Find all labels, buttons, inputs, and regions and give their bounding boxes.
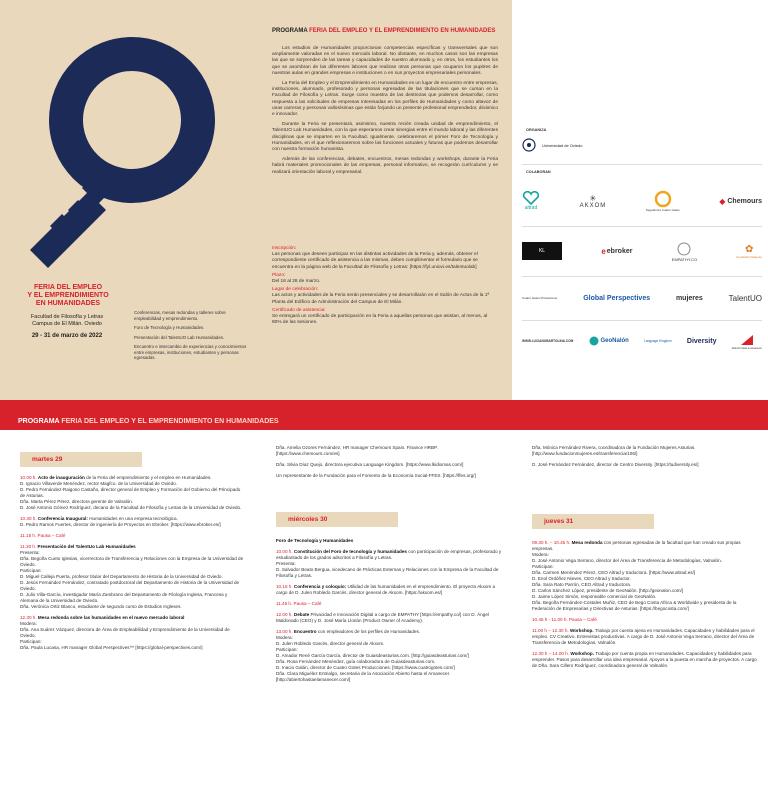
schedule-event <box>532 628 758 646</box>
event-line: D. José Antonio Vega Serrano, director del Área de Transferencia de Metodologías, Valnalón. <box>532 558 722 563</box>
event-line: D. Ignacio Villaverde Menéndez, rector Magfco. de la Universidad de Oviedo. <box>20 481 177 486</box>
program-title: FERIA DEL EMPLEO Y EL EMPRENDIMIENTO EN HUMANIDADES <box>309 28 496 34</box>
logo-talentuo <box>729 294 762 303</box>
info-deadline <box>272 273 498 285</box>
event-text: Privacidad e Innovación Digital a cargo de EMPATHY [https://empathy.co/] con D. Ángel Maldonado (CEO) y D. José María Llorián (Product Owner of Academy). <box>276 612 489 623</box>
event-line: Dña. Clara Miguélez Entrialgo, secretaria de la Asociación Abierto hasta el Amanecer. [http://abiertohastaelamanecer.com/] <box>276 671 451 682</box>
logo-text: Seguidores Cuatro Gatos <box>645 208 680 212</box>
info-text: Se entregará un certificado de participación en la Feria a aquellas personas que asistan, al menos, al 80% de las sesiones. <box>272 314 488 326</box>
schedule-line: Dña. Silvia Díaz Quejo, directora ejecutiva Language Kingdom. [https://www.lkidiomas.com/] <box>276 462 464 467</box>
event-text: Utilidad de las humanidades en el emprendimiento. El proyecto Akxom a cargo de D. Julen Robledo Garcés, director general de Akxom. [https://akxom.es/] <box>276 584 496 595</box>
cover-panel <box>0 0 256 400</box>
event-text: Trabajo por cuenta propia en Humanidades. Capacidades y habilidades para emprender. Pasos para desarrollar una idea empresarial. Apoyos a la puesta en marcha de proyectos. A cargo de Dña. Sara Cillero Rodríguez, coordinadora general de Valnalón. <box>532 651 757 668</box>
event-line: D. José Antonio Gómez Rodríguez, decano de la Facultad de Filosofía y Letras de la Universidad de Oviedo. <box>20 505 242 510</box>
logo-text: Fundación Mujeres <box>736 254 762 259</box>
info-label: Certificado de asistencia: <box>272 307 326 313</box>
event-time: 10.00 h. <box>20 475 37 480</box>
cover-item: Conferencias, mesas redondas y talleres sobre empleabilidad y emprendimiento. <box>134 310 226 321</box>
intro-text <box>272 46 498 180</box>
logo-geonalon <box>589 336 629 346</box>
banner-title <box>18 418 279 425</box>
program-label: PROGRAMA <box>272 28 308 34</box>
info-text: Las personas que deseen participar en las distintas actividades de la Feria y, además, obtener el correspondiente certificado de asistencia a las mismas, deben cumplimentar el formulario que se encuentra en la página web de la Facultad de Filosofía y Letras: [https://fyl.uniovi.es/talentuolab] <box>272 252 478 270</box>
schedule-event <box>276 584 502 596</box>
event-title: Constitución del Foro de tecnología y humanidades <box>293 549 407 554</box>
event-line: D. Pedro Fernández-Raigoso Castaño, director general de Empleo y Formación del Gobierno del Principado de Asturias. <box>20 487 241 498</box>
event-line: Dña. Marta Pérez Pérez, directora gerente de Valnalón. <box>20 499 134 504</box>
logo-row-2 <box>522 236 762 266</box>
intro-paragraph: Además de las conferencias, debates, encuentros, mesas redondas y workshops, durante la Feria habrá materiales promocionales de las empresas, personal informativo, se recogerán currículums y se realizará orientación laboral y empresarial. <box>272 157 498 175</box>
schedule-event <box>20 615 246 651</box>
event-time: 11.30 h. <box>20 544 37 549</box>
event-line: Dña. Begoña Cueto Iglesias, vicerrectora de Transferencia y Relaciones con la Empresa de la Universidad de Oviedo. <box>20 556 244 567</box>
event-line: Participan: <box>532 564 554 569</box>
organiza-label: ORGANIZA <box>526 128 547 132</box>
logo-text: TalentUO <box>728 293 762 303</box>
event-line: D. Julen Robledo Garcés, director general de Akxom. <box>276 641 385 646</box>
info-label: Inscripción: <box>272 246 297 251</box>
logo-empathy <box>672 241 697 262</box>
schedule-tuesday <box>20 475 246 656</box>
akxom-icon: ✳ <box>589 193 597 203</box>
event-line: D. Carlos Sánchez López, presidente de GeoNalón. [http://geonalon.com/] <box>532 588 684 593</box>
event-line: Dña. Verónica Ortiz Blanco, estudiante de segundo curso de Estudios Ingleses. <box>20 604 182 609</box>
logo-text: AKXOM <box>579 202 607 209</box>
schedule-line: Un representante de la Fundación para el Fomento de la Economía Social-FFES. [https://ffes.org/] <box>276 473 476 478</box>
logo-text: WWW.LUCIANOBARTOLINA.COM <box>522 339 574 343</box>
event-title: Conferencia Inaugural: <box>37 516 88 521</box>
divider <box>522 320 762 321</box>
chemours-icon: ◆ <box>719 196 726 206</box>
event-line: Presenta: <box>20 550 40 555</box>
key-icon <box>0 0 256 280</box>
schedule-tuesday-cont <box>276 445 502 484</box>
event-line: D. Jesús Fernández Fernández, contratado postdoctoral del Departamento de Historia de la Universidad de Oviedo. <box>20 580 240 591</box>
logo-text: mujeres <box>675 294 703 302</box>
pause-item: 10.45 h - 11.00 h. Pausa – Café <box>532 617 597 622</box>
intro-paragraph: La Feria del Empleo y el Emprendimiento en Humanidades es un lugar de encuentro entre empresas, instituciones, alumnado, profesorado y personas egresadas de las titulaciones que se cursan en la Facultad de Filosofía y Letras. Surge como muestra de las destrezas que podemos desarrollar, como respuesta a las solicitudes de empresas interesadas en los perfiles de Humanidades y como altavoz de unas carreras y personas vallosísimas que están forjando un presente profesional emprendedor, dinámico e innovador. <box>272 81 498 118</box>
event-time: 11.00 h – 12.30 h. <box>532 628 569 633</box>
event-time: 10.00 h. <box>276 549 293 554</box>
event-line: D. Enol Ordóñez Nieves, CEO Altrad y traductor. <box>532 576 631 581</box>
fair-title-line: FERIA DEL EMPLEO <box>33 284 103 291</box>
logo-ebroker <box>601 247 632 256</box>
logo-text: EMPATHY.CO <box>671 256 698 262</box>
event-line: D. Pedro Ramos Fuertes, director de ingeniería de Proyectos en Ebroker. [https://www.ebroker.es/] <box>20 522 221 527</box>
cover-item: Encuentro e intercambio de experiencias y conocimientos entre empresas, instituciones, estudiantes y personas egresadas. <box>134 344 247 360</box>
event-line: Dña. Ana Suárez Vázquez, directora de Área de Empleabilidad y Emprendimiento de la Universidad de Oviedo. <box>20 627 230 638</box>
ebroker-icon: e <box>601 246 606 256</box>
event-line: Participan: <box>276 647 298 652</box>
logo-text: Abierto hasta el amanecer <box>731 346 762 350</box>
info-venue <box>272 287 498 306</box>
event-time: 10.30 h. <box>20 516 37 521</box>
schedule-line: D. José Fernández Fernández, director de Centro Diversity. [https://tudiversity.es/] <box>532 462 699 467</box>
info-certificate <box>272 308 498 327</box>
schedule-event <box>20 516 246 528</box>
event-line: Dña. Paula Lucasa, HR manager Global Perspectives™ [https://global-perspectives.com/] <box>20 645 203 650</box>
intro-paragraph: Los estudios de Humanidades proporcionan competencias específicas y transversales que son ampliamente valoradas en el nuevo mercado laboral. No obstante, en muchos casos son las empresas las que se sorprenden de las tareas y capacidades de nuestro alumnado y, en otros, los estudiantes los que se asombran de las diferentes labores que realizan otras personas que ocuparon los pupitres de nuestras aulas en grandes empresas e instituciones o en sus proyectos empresariales personales. <box>272 46 498 76</box>
divider <box>522 276 762 277</box>
schedule-line: Dña. Mónica Fernández Rivera, coordinadora de la Fundación Mujeres Asturias. [http://www.fundacionmujeres.es/transferencia/106/] <box>532 445 696 456</box>
logo-cuatro-gatos <box>522 296 557 300</box>
event-time: 12.30 h. <box>20 615 37 620</box>
schedule-event <box>20 475 246 511</box>
schedule-event <box>20 544 246 610</box>
logo-text: Global Perspectives <box>583 294 651 302</box>
schedule-event <box>276 538 502 544</box>
logo-text: GeoNalón <box>600 338 629 344</box>
logo-fundacion-mujeres <box>736 244 762 259</box>
event-time: 09.30 h. – 10.45 h. <box>532 540 571 545</box>
event-time: 13.00 h. <box>276 629 293 634</box>
divider <box>522 164 762 165</box>
event-line: Participan: <box>20 639 42 644</box>
logo-row-3 <box>522 284 762 312</box>
event-text: Humanidades en una empresa tecnológica. <box>87 516 178 521</box>
event-text: con personas egresadas de la facultad que han creado sus propias empresas. <box>532 540 741 551</box>
event-text: con empleadores de los perfiles de Humanidades. <box>316 629 421 634</box>
schedule-event <box>532 540 758 612</box>
event-line: Dña. Carmen Menéndez Pérez, CEO Altrad y traductora. [https://www.altrad.es/] <box>532 570 696 575</box>
logo-row-1 <box>522 184 762 218</box>
event-title: Mesa redonda sobre las humanidades en el nuevo mercado laboral <box>37 615 185 620</box>
day-tab-tuesday: martes 29 <box>20 452 142 467</box>
banner-label: PROGRAMA <box>18 418 60 425</box>
schedule-event <box>276 629 502 683</box>
event-line: D. Inacio Galán, director de Cuatro Gotes Producciones. [https://www.cuatrogotes.com/] <box>276 665 455 670</box>
event-line: Modera: <box>532 552 549 557</box>
banner-text: FERIA DEL EMPLEO Y EL EMPRENDIMIENTO EN HUMANIDADES <box>61 418 279 425</box>
info-text: Del 16 al 28 de marzo. <box>272 279 321 285</box>
fair-place <box>8 314 126 328</box>
logo-text: Language Kingdom <box>644 339 672 343</box>
organiza-name: Universidad de Oviedo <box>542 142 583 148</box>
event-line: D. Salvador Beato Bergua, vicedecano de Prácticas Externas y Relaciones con la Empresa de la Facultad de Filosofía y Letras. <box>276 567 499 578</box>
event-line: Presenta: <box>276 561 296 566</box>
logo-row-4 <box>522 328 762 354</box>
event-time: 12.30 h – 14.00 h. <box>532 651 570 656</box>
geonalon-icon <box>589 336 599 346</box>
logo-lucianobartolina <box>522 339 573 343</box>
event-time: 12.00 h. <box>276 612 293 617</box>
logo-global <box>583 295 650 302</box>
info-registration <box>272 246 498 271</box>
event-title: Presentación del TalentUo Lab Humanidades <box>37 544 136 549</box>
cover-item: Presentación del TalentUO Lab Humanidades. <box>134 334 225 340</box>
info-label: Plazo: <box>272 272 286 278</box>
university-crest-icon <box>522 138 536 152</box>
schedule-event <box>276 612 502 624</box>
event-line: Modera: <box>276 635 293 640</box>
event-text: de la Feria del emprendimiento y el empleo en Humanidades. <box>84 475 212 480</box>
event-line: Dña. Sara Rato Parrón, CEO Altrad y traductora. <box>532 582 632 587</box>
logo-abierto <box>732 333 762 350</box>
logo-text: Chemours <box>727 197 762 205</box>
place-line: Facultad de Filosofía y Letras <box>30 314 104 320</box>
schedule-line: Dña. Amelia Ozores Fernández, HR manager Chemours Spain. Finance HRBP. [https://www.chemours.com/es] <box>276 445 438 456</box>
info-label: Lugar de celebración: <box>272 287 319 293</box>
heart-icon <box>522 191 540 205</box>
fair-dates: 29 - 31 de marzo de 2022 <box>31 333 103 339</box>
logo-akxom <box>580 194 607 209</box>
day-tab-wednesday: miércoles 30 <box>276 512 398 527</box>
event-title: Workshop. <box>569 628 594 633</box>
schedule-event <box>276 549 502 579</box>
event-title: Conferencia y coloquio: <box>293 584 347 589</box>
event-title: Workshop. <box>570 651 594 656</box>
program-heading <box>272 28 495 34</box>
fair-title-line: Y EL EMPRENDIMIENTO <box>27 292 109 299</box>
intro-panel <box>256 0 512 400</box>
schedule-wednesday <box>276 538 502 688</box>
event-line: Dña. Begoña Fernández-Costales Muñiz, CEO de Bego Costa Africa & Worldwide y presidenta de la Federación de Empresarias y Directivas de Asturias. [https://begocosta.com/] <box>532 600 737 611</box>
logo-language-kingdom <box>644 339 672 343</box>
event-text: con participación de empresas, profesorado y estudiantado de los grados adscritos a Filosofía y Letras. <box>276 549 502 560</box>
event-line: Participan: <box>20 568 42 573</box>
event-line: Modera: <box>20 621 37 626</box>
fair-title-line: EN HUMANIDADES <box>35 300 101 307</box>
empathy-icon <box>676 241 692 257</box>
ring-icon <box>654 190 672 208</box>
day-tab-thursday: jueves 31 <box>532 514 654 529</box>
logo-text: Diversity <box>686 337 717 345</box>
event-title: Acto de inauguración <box>37 475 85 480</box>
place-line: Campus de El Milán. Oviedo <box>32 321 102 327</box>
event-title: Foro de Tecnología y Humanidades <box>276 538 354 543</box>
event-time: 10.15 h. <box>276 584 293 589</box>
event-line: D. Julio Villa-García, investigador María Zambrano del Departamento de Filología Inglesa, Francesa y Alemana de la Universidad de Oviedo. <box>20 592 228 603</box>
mujeres-icon: ✿ <box>745 243 754 255</box>
logo-seguidores <box>646 190 680 212</box>
logo-altrad <box>522 191 540 211</box>
logo-kl <box>522 242 562 260</box>
event-line: Dña. Rosa Fernández Menéndez, guía colaboradora de Guiasdeasturias.com. <box>276 659 436 664</box>
schedule-wednesday-cont <box>532 445 758 473</box>
event-line: D. Jaime López Simón, responsable comercial de GeoNalón. <box>532 594 657 599</box>
abierto-icon <box>739 333 755 347</box>
logo-text: ebroker <box>606 247 633 255</box>
event-title: Debate <box>293 612 310 617</box>
organiza-logo <box>522 138 762 152</box>
event-line: D. Miguel Calleja Puerta, profesor titular del Departamento de Historia de la Universidad de Oviedo. <box>20 574 223 579</box>
logo-diversity <box>687 338 717 345</box>
divider <box>522 226 762 227</box>
program-banner <box>0 400 768 430</box>
pause-item: 11.45 h. Pausa – Café <box>276 601 322 606</box>
logo-mujeres <box>676 295 703 302</box>
logo-text: Cuatro Gatos Produccione <box>522 296 558 300</box>
info-text: Las actos y actividades de la Feria serán presenciales y se desarrollarán en el Salón de Actos de la 1ª Planta del Edificio de Administración del Campus de El Milán. <box>272 293 490 305</box>
pause-item: 11.15 h. Pausa – Café <box>20 533 66 538</box>
event-title: Mesa redonda <box>571 540 603 545</box>
fair-title <box>8 284 128 308</box>
event-line: D. Amador René García García, director de Guiasdeasturias.com. [http://guiasdeasturias.com/] <box>276 653 469 658</box>
schedule-thursday <box>532 540 758 674</box>
event-text: Trabajo por cuenta ajena en Humanidades. Capacidades y habilidades para el empleo. CV Creativo. Entrevistas productivas. A cargo de D. José Antonio Vega Serrano, director del Área de Transferencia de Metodologías, Valnalón. <box>532 628 755 645</box>
logo-text: KL <box>538 248 546 254</box>
intro-paragraph: Durante la Feria se presentará, asimismo, nuestra recién creada unidad de emprendimiento, el TalentUO Lab Humanidades, con la que esperamos crear sinergias entre el mundo laboral y las diferentes disciplinas que se imparten en la Facultad. Igualmente, celebraremos el primer Foro de Tecnología y Humanidades, en el que reflexionaremos sobre las funciones actuales y futuras que podemos desarrollar con nuestra formación humanista. <box>272 122 498 153</box>
schedule-event <box>532 651 758 669</box>
cover-item: Foro de Tecnología y Humanidades. <box>134 325 205 330</box>
logo-chemours <box>719 197 762 206</box>
logo-text: altrad <box>524 205 538 211</box>
event-title: Encuentro <box>293 629 317 634</box>
info-block <box>272 246 498 328</box>
colaboran-label: COLABORAN <box>526 170 551 174</box>
cover-items <box>134 310 252 365</box>
